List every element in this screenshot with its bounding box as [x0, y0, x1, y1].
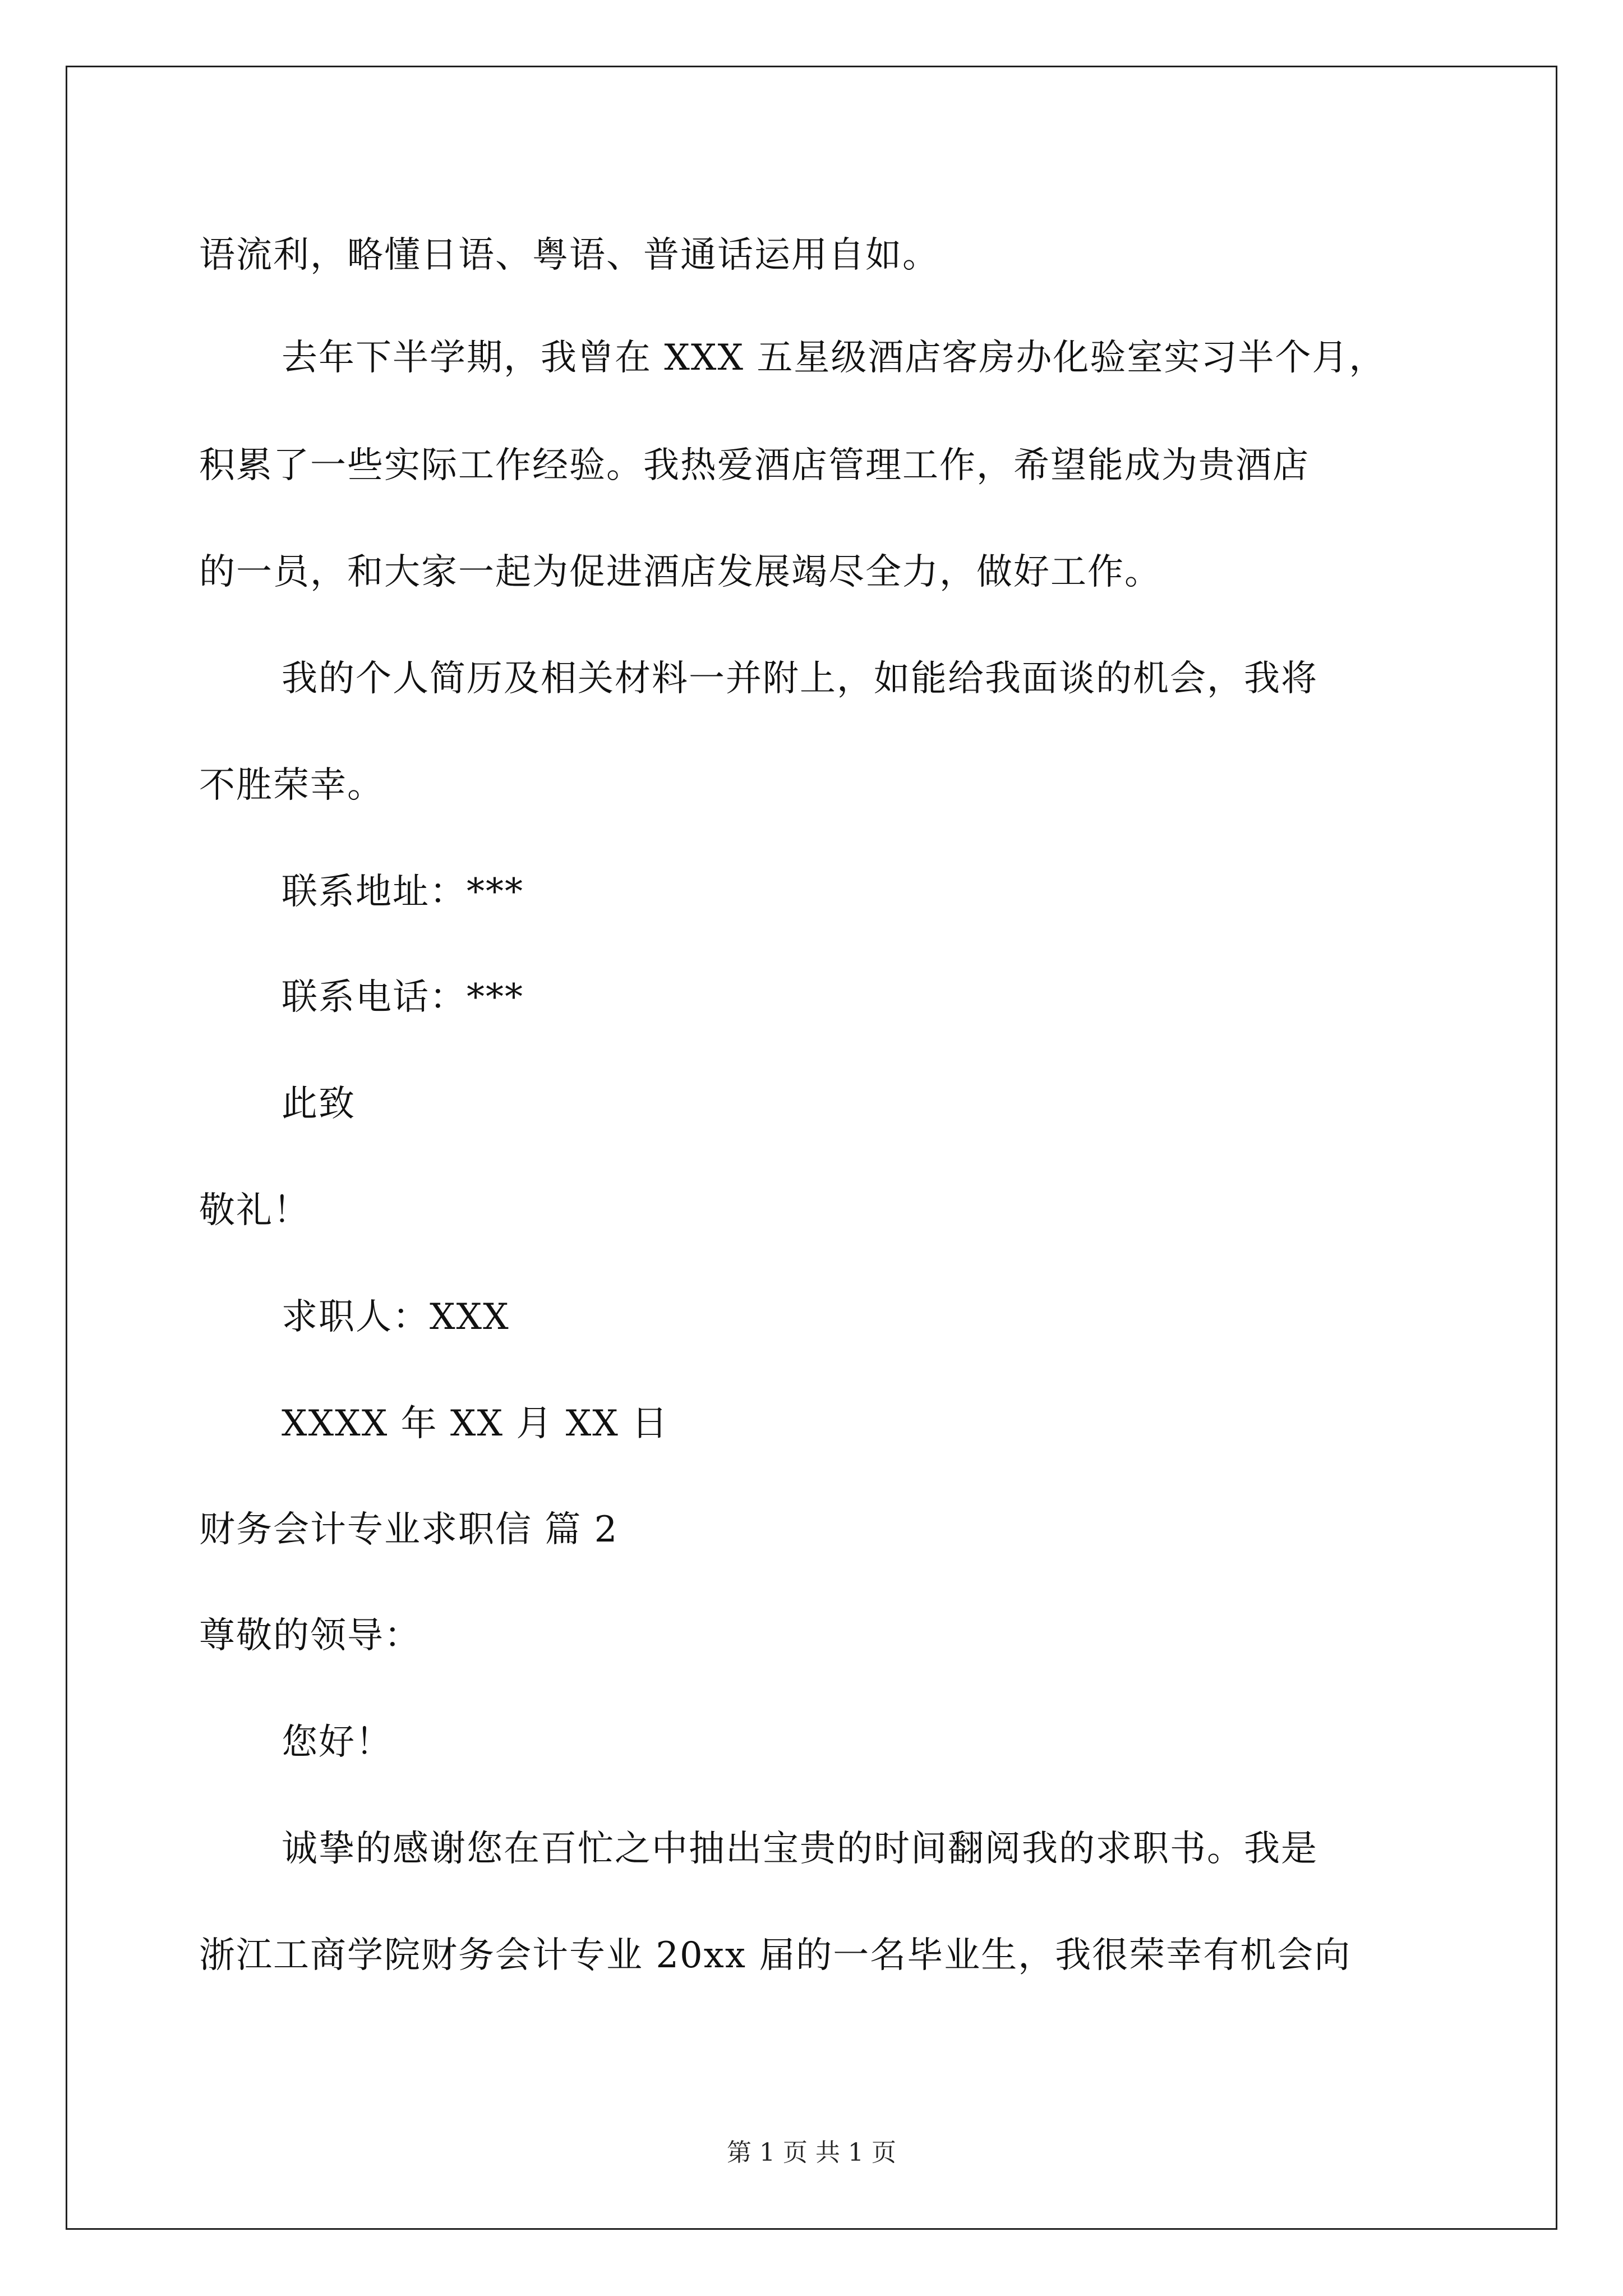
- section-heading: 财务会计专业求职信 篇 2: [199, 1509, 619, 1550]
- body-line: 我的个人简历及相关材料一并附上，如能给我面谈的机会，我将: [282, 658, 1318, 700]
- closing-salutation: 此致: [282, 1083, 356, 1125]
- greeting: 尊敬的领导：: [199, 1615, 421, 1657]
- body-line: 去年下半学期，我曾在 XXX 五星级酒店客房办化验室实习半个月，: [282, 337, 1386, 379]
- page-border: [66, 66, 1557, 2230]
- body-line: 语流利，略懂日语、粤语、普通话运用自如。: [199, 234, 939, 276]
- letter-date: XXXX 年 XX 月 XX 日: [282, 1403, 669, 1444]
- body-line: 浙江工商学院财务会计专业 20xx 届的一名毕业生，我很荣幸有机会向: [199, 1935, 1352, 1976]
- page-footer: 第 1 页 共 1 页: [727, 2138, 896, 2167]
- body-line: 积累了一些实际工作经验。我热爱酒店管理工作，希望能成为贵酒店: [199, 445, 1310, 486]
- body-line: 诚挚的感谢您在百忙之中抽出宝贵的时间翻阅我的求职书。我是: [282, 1828, 1318, 1870]
- body-line: 的一员，和大家一起为促进酒店发展竭尽全力，做好工作。: [199, 551, 1161, 593]
- contact-phone: 联系电话：***: [282, 977, 524, 1018]
- greeting-hello: 您好！: [282, 1722, 393, 1763]
- closing-regards: 敬礼！: [199, 1190, 310, 1231]
- contact-address: 联系地址：***: [282, 871, 524, 913]
- applicant-signature: 求职人：XXX: [282, 1296, 510, 1338]
- body-line: 不胜荣幸。: [199, 765, 384, 806]
